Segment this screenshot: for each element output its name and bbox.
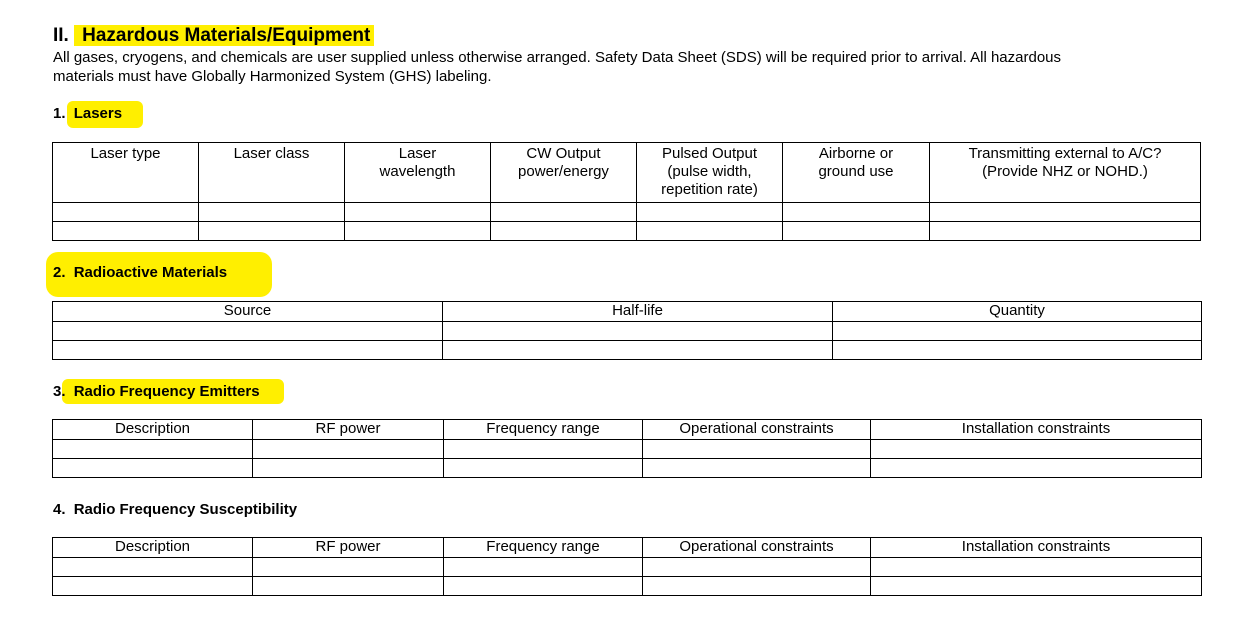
table-cell[interactable] <box>871 577 1202 596</box>
lasers-header-row <box>53 143 1201 203</box>
header-operational-constraints: Operational constraints <box>643 420 871 440</box>
rf-emitters-number: 3. <box>53 383 66 400</box>
rf-susceptibility-table <box>52 537 1202 596</box>
rf-emitters-table <box>52 419 1202 478</box>
table-cell[interactable] <box>443 322 833 341</box>
header-installation-constraints: Installation constraints <box>871 420 1202 440</box>
table-cell[interactable] <box>930 203 1201 222</box>
table-cell[interactable] <box>637 203 783 222</box>
table-row <box>53 459 1202 478</box>
header-operational-constraints: Operational constraints <box>643 538 871 558</box>
table-cell[interactable] <box>643 558 871 577</box>
table-cell[interactable] <box>443 341 833 360</box>
table-cell[interactable] <box>930 222 1201 241</box>
table-cell[interactable] <box>871 459 1202 478</box>
table-cell[interactable] <box>199 222 345 241</box>
table-cell[interactable] <box>253 440 444 459</box>
rf-emitters-heading <box>53 383 260 400</box>
header-description: Description <box>53 538 253 558</box>
intro-line-2: materials must have Globally Harmonized System (GHS) labeling. <box>53 68 492 85</box>
table-cell[interactable] <box>444 558 643 577</box>
table-cell[interactable] <box>871 558 1202 577</box>
header-line: Laser type <box>90 145 161 162</box>
header-frequency-range: Frequency range <box>444 420 643 440</box>
radioactive-table <box>52 301 1202 360</box>
table-cell[interactable] <box>444 440 643 459</box>
section-number: II. <box>53 25 69 46</box>
header-line: ground use <box>818 163 894 180</box>
section-intro <box>53 48 1233 86</box>
intro-line-1: All gases, cryogens, and chemicals are user supplied unless otherwise arranged. Safety Data Sheet (SDS) will be required prior to arrival. All hazardous <box>53 49 1062 66</box>
header-line: Laser class <box>233 145 310 162</box>
table-cell[interactable] <box>491 222 637 241</box>
lasers-number: 1. <box>53 105 66 122</box>
table-cell[interactable] <box>53 203 199 222</box>
rf-susceptibility-title: Radio Frequency Susceptibility <box>73 501 298 518</box>
header-line: Transmitting external to A/C? <box>968 145 1162 162</box>
lasers-table <box>52 142 1201 241</box>
header-pulsed-output <box>637 143 783 203</box>
header-half-life: Half-life <box>443 302 833 322</box>
table-cell[interactable] <box>53 222 199 241</box>
table-cell[interactable] <box>637 222 783 241</box>
table-row <box>53 341 1202 360</box>
table-row <box>53 222 1201 241</box>
table-cell[interactable] <box>53 322 443 341</box>
table-cell[interactable] <box>491 203 637 222</box>
header-laser-class <box>199 143 345 203</box>
table-cell[interactable] <box>444 459 643 478</box>
table-header-row <box>53 538 1202 558</box>
table-row <box>53 440 1202 459</box>
table-cell[interactable] <box>53 341 443 360</box>
rf-susceptibility-heading <box>53 501 297 518</box>
table-header-row <box>53 420 1202 440</box>
table-cell[interactable] <box>871 440 1202 459</box>
header-quantity: Quantity <box>833 302 1202 322</box>
table-cell[interactable] <box>444 577 643 596</box>
header-frequency-range: Frequency range <box>444 538 643 558</box>
table-cell[interactable] <box>253 459 444 478</box>
header-line: (pulse width, <box>667 163 752 180</box>
header-line: (Provide NHZ or NOHD.) <box>982 163 1148 180</box>
table-cell[interactable] <box>783 203 930 222</box>
table-cell[interactable] <box>253 577 444 596</box>
radioactive-number: 2. <box>53 264 66 281</box>
table-row <box>53 558 1202 577</box>
table-row <box>53 203 1201 222</box>
header-line: Laser <box>398 145 437 162</box>
header-laser-type <box>53 143 199 203</box>
header-line: Airborne or <box>818 145 894 162</box>
table-cell[interactable] <box>643 459 871 478</box>
table-cell[interactable] <box>643 577 871 596</box>
rf-emitters-title: Radio Frequency Emitters <box>73 383 260 400</box>
header-airborne-or-ground <box>783 143 930 203</box>
table-cell[interactable] <box>833 322 1202 341</box>
table-cell[interactable] <box>53 440 253 459</box>
header-description: Description <box>53 420 253 440</box>
lasers-title: Lasers <box>73 105 123 122</box>
table-cell[interactable] <box>345 203 491 222</box>
table-cell[interactable] <box>253 558 444 577</box>
table-row <box>53 577 1202 596</box>
header-line: power/energy <box>518 163 609 180</box>
radioactive-title: Radioactive Materials <box>73 264 228 281</box>
header-rf-power: RF power <box>253 538 444 558</box>
rf-susceptibility-number: 4. <box>53 501 66 518</box>
table-cell[interactable] <box>643 440 871 459</box>
table-cell[interactable] <box>199 203 345 222</box>
header-installation-constraints: Installation constraints <box>871 538 1202 558</box>
table-row <box>53 322 1202 341</box>
header-cw-output <box>491 143 637 203</box>
table-cell[interactable] <box>783 222 930 241</box>
table-cell[interactable] <box>53 577 253 596</box>
header-laser-wavelength <box>345 143 491 203</box>
radioactive-heading <box>53 264 227 281</box>
header-source: Source <box>53 302 443 322</box>
table-header-row <box>53 302 1202 322</box>
header-line: wavelength <box>379 163 456 180</box>
section-heading <box>53 25 374 47</box>
section-title: Hazardous Materials/Equipment <box>74 25 374 46</box>
header-line: repetition rate) <box>661 181 758 198</box>
header-line: Pulsed Output <box>661 145 758 162</box>
header-line: CW Output <box>526 145 601 162</box>
header-transmitting-external <box>930 143 1201 203</box>
table-cell[interactable] <box>833 341 1202 360</box>
table-cell[interactable] <box>53 558 253 577</box>
table-cell[interactable] <box>53 459 253 478</box>
header-rf-power: RF power <box>253 420 444 440</box>
table-cell[interactable] <box>345 222 491 241</box>
lasers-heading <box>53 105 122 122</box>
